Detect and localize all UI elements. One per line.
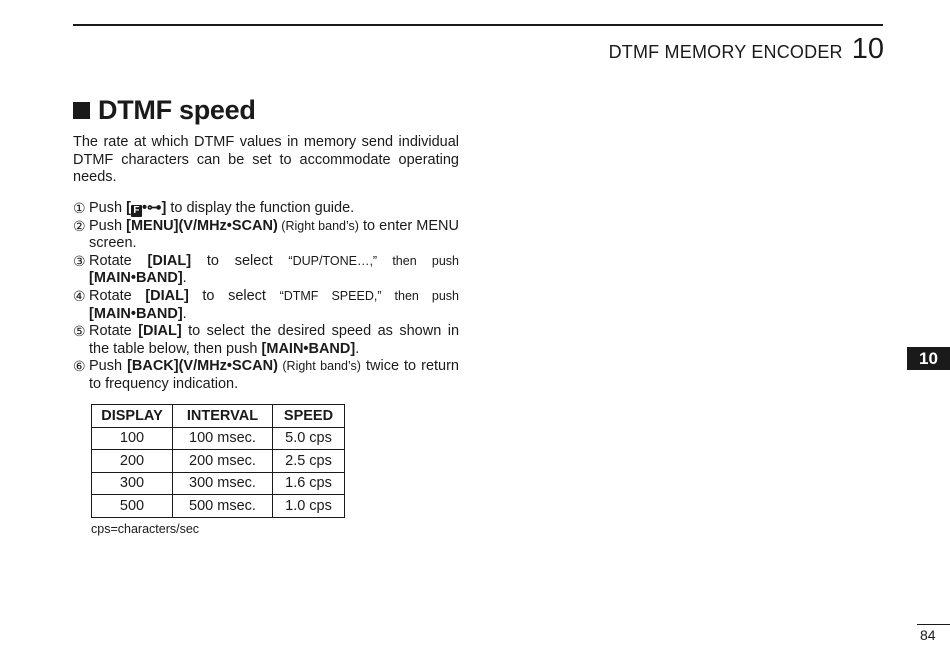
step-text [89,358,459,393]
column-header: SPEED [273,405,345,428]
step-text-part: to select [188,287,280,304]
table-cell: 5.0 cps [273,427,345,450]
step-text-part: . [182,270,187,287]
table-cell: 300 msec. [173,472,273,495]
table-cell: 100 [92,427,173,450]
key-label: [MAIN•BAND] [261,340,356,357]
step-number: ① [73,200,86,216]
step-text [89,253,459,288]
table-cell: 300 [92,472,173,495]
menu-item-quote: “DTMF SPEED,” then push [279,288,459,303]
step-text-part: to display the function guide. [166,200,355,216]
step-text-part: Push [89,358,128,375]
step-note: (Right band’s) [277,359,361,374]
key-label: [DIAL] [145,287,189,304]
header-rule [73,24,883,26]
step-number: ③ [73,252,86,269]
table-header-row [92,405,345,428]
step-item [73,323,459,358]
black-square-icon [73,102,90,119]
section-title: DTMF speed [98,95,256,125]
table-cell: 100 msec. [173,427,273,450]
key-label: [MAIN•BAND] [89,270,183,287]
step-text [89,200,459,218]
key-label: [BACK](V/MHz•SCAN) [127,358,278,375]
step-item [73,358,459,393]
step-number: ④ [73,287,86,304]
column-header: DISPLAY [92,405,173,428]
key-label: [MAIN•BAND] [89,305,183,322]
table-cell: 500 [92,495,173,518]
table-row [92,472,345,495]
function-key-icon: F [131,205,142,217]
table-cell: 1.0 cps [273,495,345,518]
table-row [92,450,345,473]
step-text-part: twice to return to frequency indication. [89,358,459,392]
footer-rule [917,624,950,625]
table-cell: 500 msec. [173,495,273,518]
header-title: DTMF MEMORY ENCODER [608,42,843,62]
step-text-part: Push [89,200,127,216]
step-number: ⑤ [73,323,86,340]
section-heading [73,95,256,126]
key-label [126,200,166,216]
step-text-part: Rotate [89,287,146,304]
key-label: [MENU](V/MHz•SCAN) [126,217,278,234]
table-row [92,495,345,518]
step-item [73,253,459,288]
step-text-part: to select [191,252,289,269]
column-header: INTERVAL [173,405,273,428]
step-text-part: . [182,305,187,322]
page-header [609,33,884,66]
key-bracket: [ [126,200,131,216]
step-note: (Right band’s) [277,218,359,233]
step-item [73,200,459,218]
step-text-part: Rotate [89,252,148,269]
step-number: ② [73,217,86,234]
intro-paragraph: The rate at which DTMF values in memory send individual DTMF characters can be set to accommodate operating needs. [73,134,459,186]
step-item [73,288,459,323]
table-cell: 200 [92,450,173,473]
key-tail: •⊶] [141,200,167,216]
step-item [73,218,459,253]
table-cell: 1.6 cps [273,472,345,495]
step-text [89,323,459,358]
table-cell: 200 msec. [173,450,273,473]
step-text-part: . [355,340,360,357]
dtmf-speed-table [91,404,345,518]
footnote: cps=characters/sec [91,522,200,536]
chapter-side-tab: 10 [907,347,950,370]
step-text-part: to select the desired speed as shown in the table below, then push [89,323,460,357]
chapter-number: 10 [851,33,884,65]
step-text-part: Push [89,217,127,234]
page-number: 84 [920,627,936,643]
key-label: [DIAL] [138,323,182,340]
step-text-part: to enter MENU screen. [89,217,459,252]
step-list [73,200,459,394]
step-text [89,288,459,323]
step-text-part: Rotate [89,323,139,340]
step-number: ⑥ [73,358,86,375]
table-cell: 2.5 cps [273,450,345,473]
key-label: [DIAL] [147,252,192,269]
table-row [92,427,345,450]
menu-item-quote: “DUP/TONE…,” then push [288,253,460,268]
step-text [89,218,459,253]
